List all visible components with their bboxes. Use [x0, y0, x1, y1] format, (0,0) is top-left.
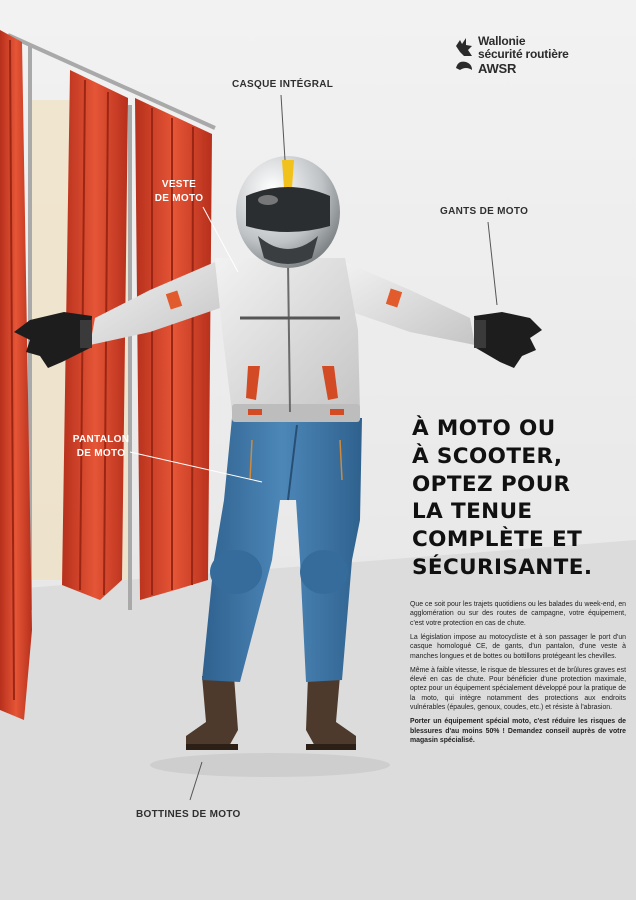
headline-line: SÉCURISANTE.: [412, 554, 593, 580]
body-paragraph: La législation impose au motocycliste et à son passager le port d'un casque homologué CE, de gants, d'un pantalon, d'une veste à manches longues et de bottes ou bottillons protégeant les chevilles.: [410, 633, 626, 660]
awsr-logo: [452, 34, 622, 80]
callout-pantalon-line-2: DE MOTO: [76, 448, 126, 459]
rooster-icon: [452, 36, 476, 76]
curtain-right: [135, 98, 212, 600]
headline-line: À SCOOTER,: [412, 443, 563, 469]
jacket: [215, 258, 360, 422]
helmet: [236, 156, 340, 268]
callout-veste-line-1: VESTE: [161, 179, 197, 190]
callout-veste-line-2: DE MOTO: [154, 193, 204, 204]
logo-line-1: Wallonie: [478, 34, 526, 48]
headline: [412, 415, 632, 582]
callout-veste: [152, 178, 206, 206]
shadow: [150, 753, 390, 777]
headline-line: OPTEZ POUR: [412, 471, 571, 497]
glove-right: [474, 312, 542, 368]
body-paragraph-emphasis: Porter un équipement spécial moto, c'est réduire les risques de blessures d'au moins 50% ! Demandez conseil auprès de votre magasin spécialisé.: [410, 718, 626, 745]
logo-line-2: sécurité routière: [478, 47, 569, 61]
body-paragraph: Même à faible vitesse, le risque de blessures et de brûlures graves est élevé en cas de chute. Pour bénéficier d'une protection maximale, optez pour un équipement spécialement développé pour la pratique de la moto, qui intègre notamment des protections aux endroits vulnérables (épaules, genoux, coudes, etc.) et résiste à l'abrasion.: [410, 666, 626, 712]
body-text: [410, 600, 626, 750]
logo-line-3: AWSR: [478, 61, 517, 76]
callout-pantalon: [68, 433, 134, 461]
curtain-left: [0, 30, 32, 720]
callout-gants: GANTS DE MOTO: [440, 206, 529, 217]
headline-line: LA TENUE: [412, 499, 533, 525]
callout-pantalon-line-1: PANTALON: [72, 434, 130, 445]
headline-line: À MOTO OU: [412, 416, 556, 441]
callout-bottines: BOTTINES DE MOTO: [136, 809, 241, 820]
callout-casque: CASQUE INTÉGRAL: [232, 79, 334, 90]
headline-line: COMPLÈTE ET: [412, 527, 583, 553]
body-paragraph: Que ce soit pour les trajets quotidiens ou les balades du week-end, en agglomération ou sur des routes de campagne, votre équipement, c'est votre protection en cas de chute.: [410, 601, 626, 627]
